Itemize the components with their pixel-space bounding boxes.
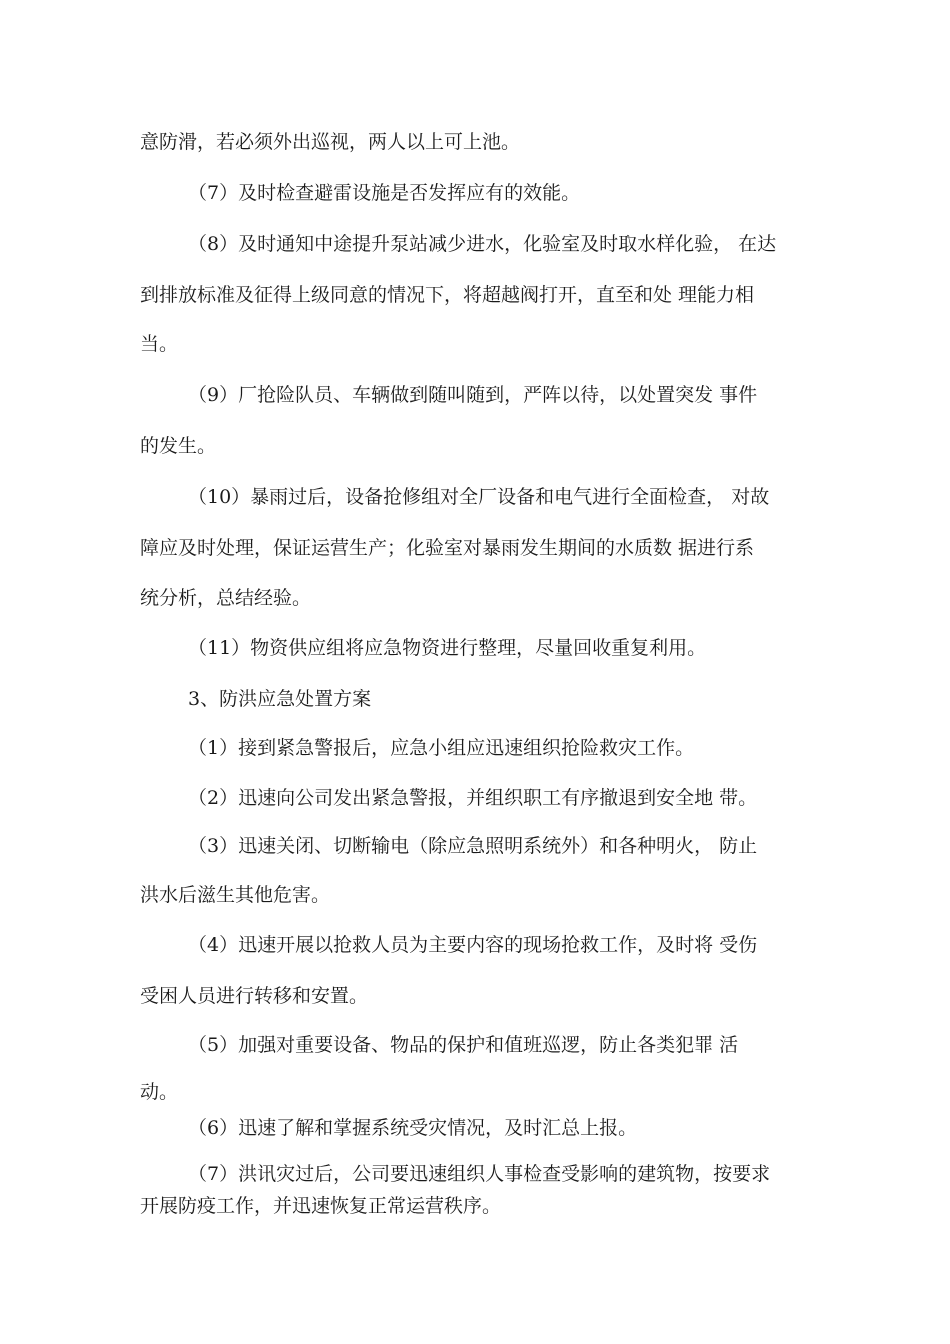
text-line: 障应及时处理，保证运营生产；化验室对暴雨发生期间的水质数 据进行系 [140, 537, 755, 559]
text-line: 的发生。 [140, 435, 217, 457]
text-line: （7）洪讯灾过后，公司要迅速组织人事检查受影响的建筑物，按要求 [188, 1163, 771, 1185]
section-heading: 3、防洪应急处置方案 [188, 688, 372, 710]
text-line: 洪水后滋生其他危害。 [140, 884, 331, 906]
text-line: 到排放标准及征得上级同意的情况下，将超越阀打开，直至和处 理能力相 [140, 284, 755, 306]
text-line: （4）迅速开展以抢救人员为主要内容的现场抢救工作，及时将 受伤 [188, 934, 758, 956]
text-line: （10）暴雨过后，设备抢修组对全厂设备和电气进行全面检查， 对故 [188, 486, 770, 508]
text-line: （6）迅速了解和掌握系统受灾情况，及时汇总上报。 [188, 1117, 638, 1139]
text-line: （2）迅速向公司发出紧急警报，并组织职工有序撤退到安全地 带。 [188, 787, 758, 809]
text-line: 统分析，总结经验。 [140, 587, 312, 609]
text-line: 受困人员进行转移和安置。 [140, 985, 369, 1007]
text-line: 动。 [140, 1081, 179, 1103]
text-line: （9）厂抢险队员、车辆做到随叫随到，严阵以待，以处置突发 事件 [188, 384, 758, 406]
text-line: 开展防疫工作，并迅速恢复正常运营秩序。 [140, 1195, 502, 1217]
text-line: （3）迅速关闭、切断输电（除应急照明系统外）和各种明火， 防止 [188, 835, 758, 857]
text-line: 意防滑，若必须外出巡视，两人以上可上池。 [140, 131, 521, 153]
text-line: （7）及时检查避雷设施是否发挥应有的效能。 [188, 182, 581, 204]
text-line: （1）接到紧急警报后，应急小组应迅速组织抢险救灾工作。 [188, 737, 695, 759]
text-line: （11）物资供应组将应急物资进行整理，尽量回收重复利用。 [188, 637, 707, 659]
text-line: 当。 [140, 333, 179, 355]
text-line: （5）加强对重要设备、物品的保护和值班巡逻，防止各类犯罪 活 [188, 1034, 739, 1056]
text-line: （8）及时通知中途提升泵站减少进水，化验室及时取水样化验， 在达 [188, 233, 777, 255]
